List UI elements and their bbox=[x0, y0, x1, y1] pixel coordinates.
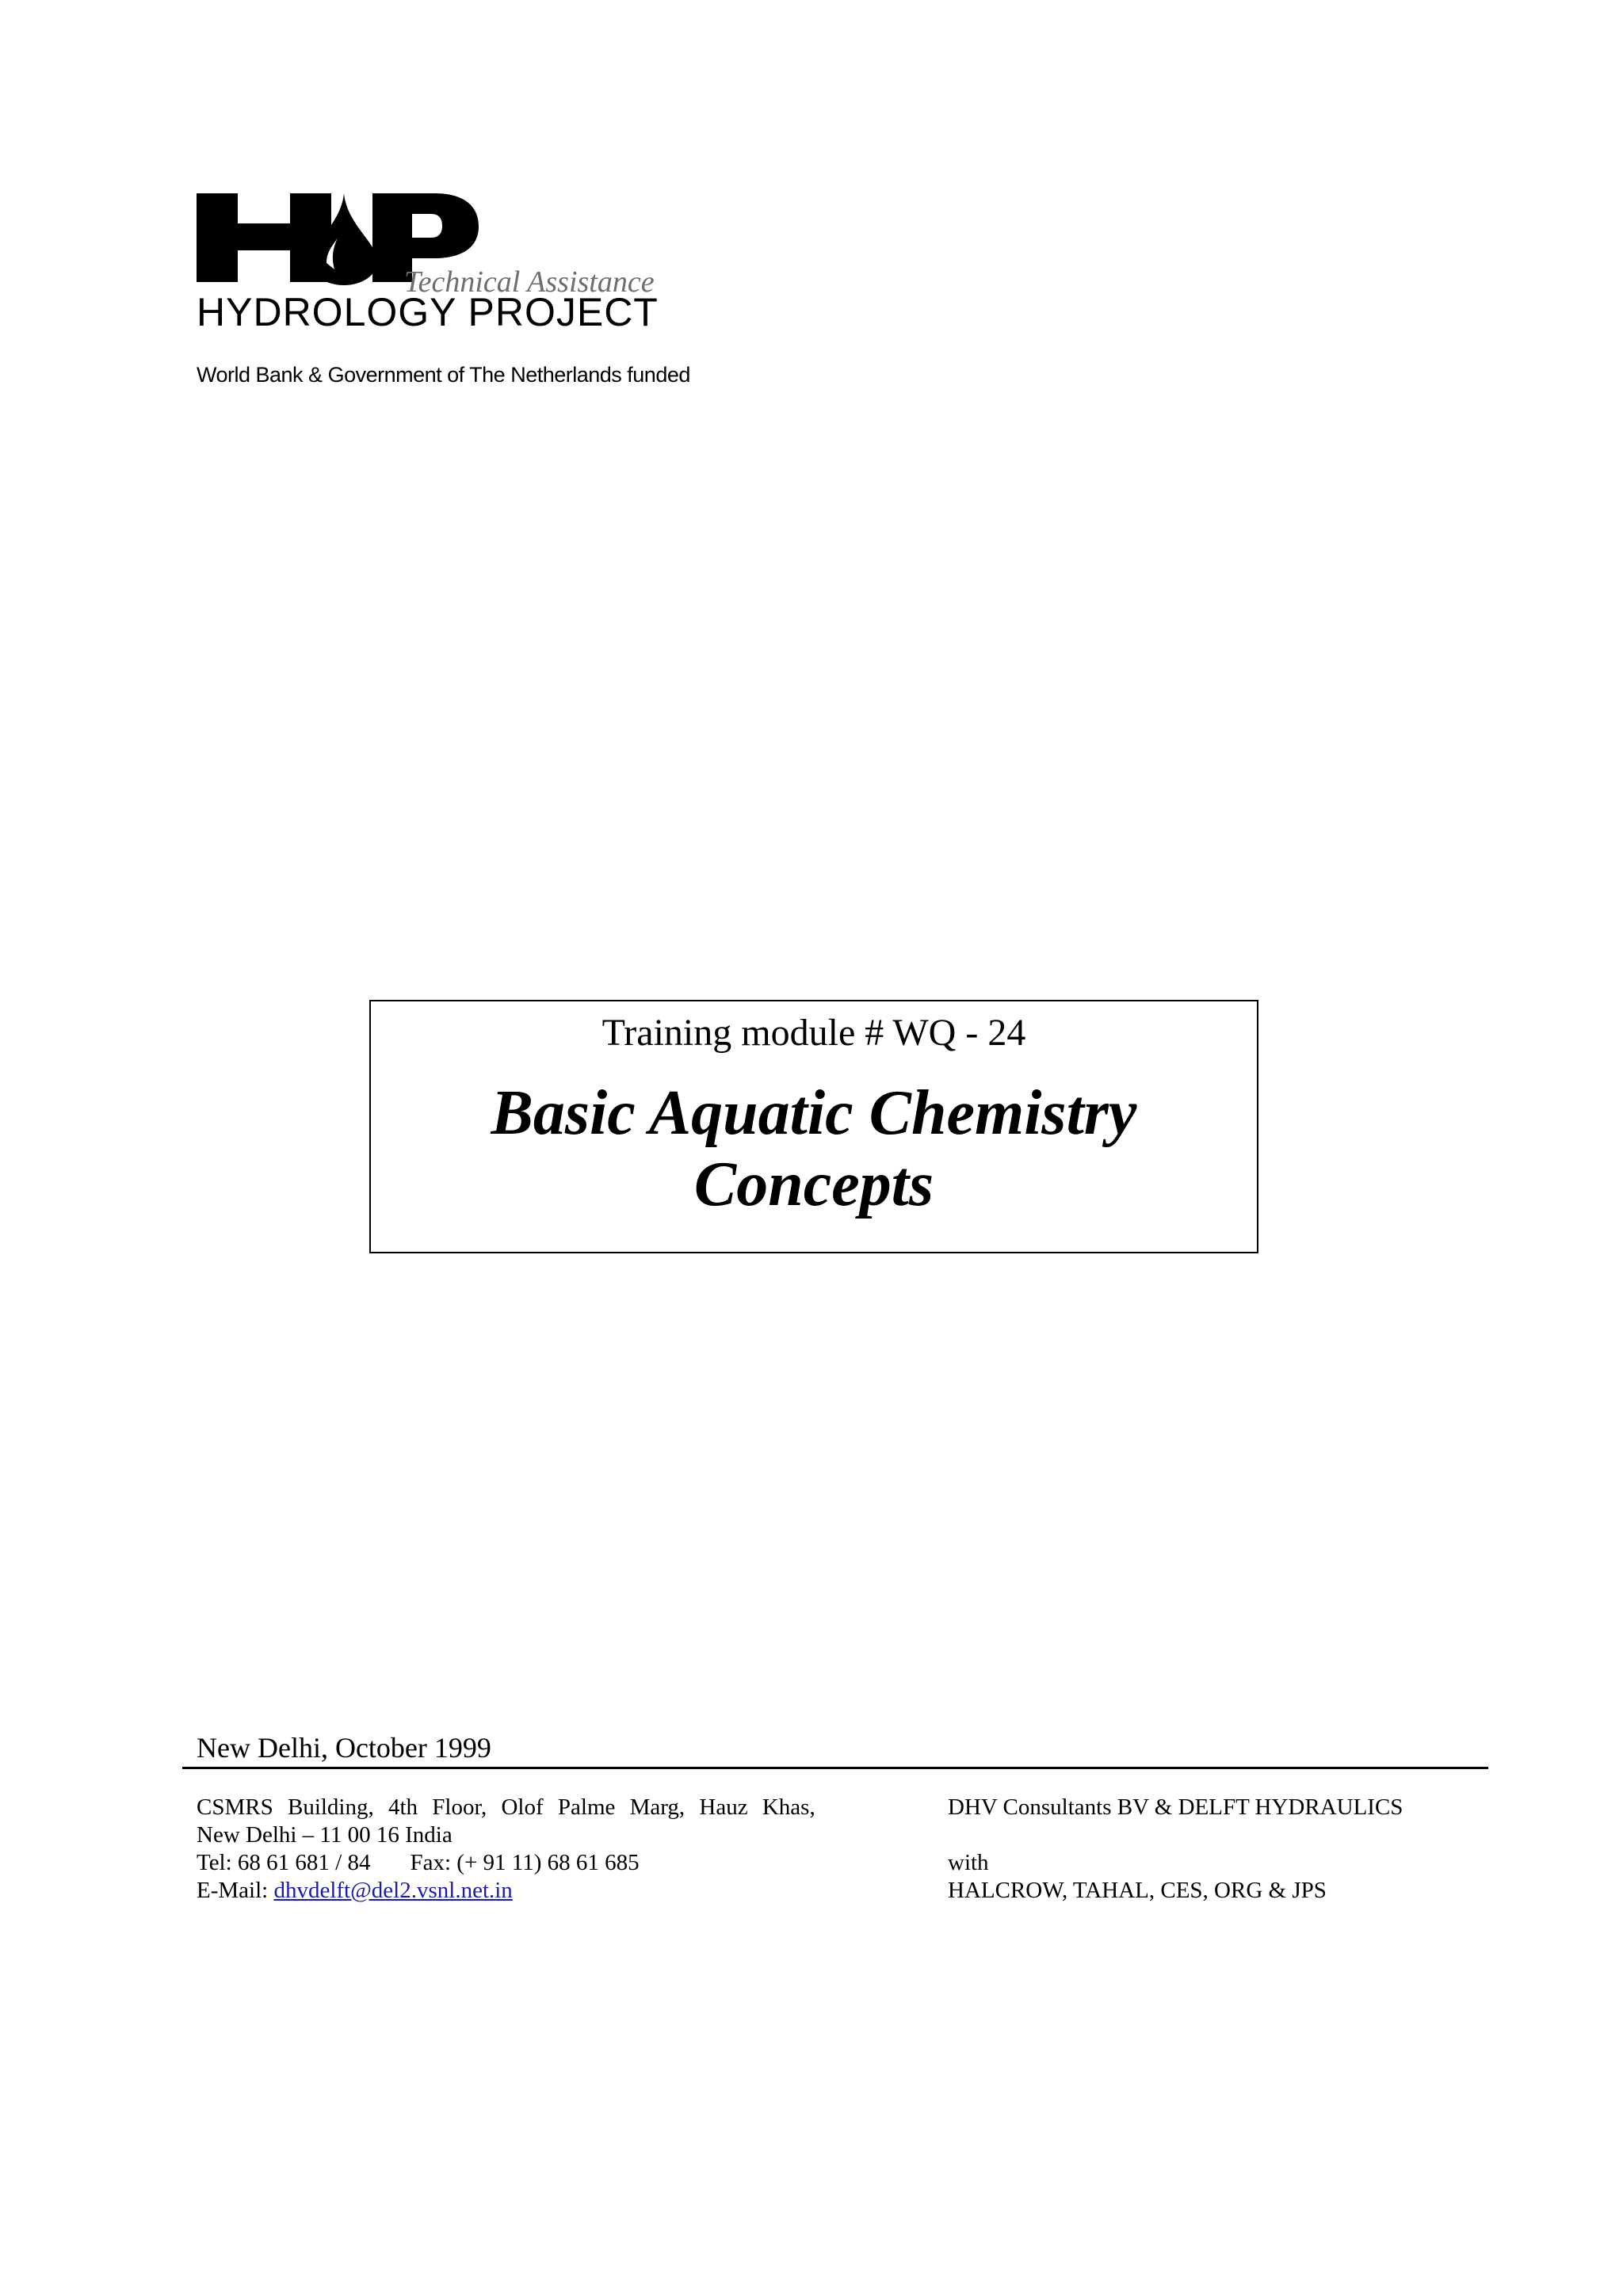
contact-phone-fax bbox=[197, 1849, 640, 1877]
project-name: HYDROLOGY PROJECT bbox=[197, 290, 659, 334]
fax: Fax: (+ 91 11) 68 61 685 bbox=[410, 1850, 640, 1875]
module-title bbox=[371, 1077, 1257, 1220]
hp-logo bbox=[197, 193, 672, 296]
module-title-line-2: Concepts bbox=[693, 1150, 934, 1219]
partner-line-3: HALCROW, TAHAL, CES, ORG & JPS bbox=[948, 1878, 1327, 1903]
funding-statement: World Bank & Government of The Netherlands funded bbox=[197, 363, 690, 387]
partner-line-2: with bbox=[948, 1850, 989, 1875]
contact-email bbox=[197, 1877, 513, 1905]
partner-line-1: DHV Consultants BV & DELFT HYDRAULICS bbox=[948, 1794, 1403, 1820]
place-date: New Delhi, October 1999 bbox=[197, 1732, 491, 1764]
hp-water-drop-logo-icon bbox=[197, 193, 672, 296]
address-line-2: New Delhi – 11 00 16 India bbox=[197, 1822, 453, 1848]
telephone: Tel: 68 61 681 / 84 bbox=[197, 1850, 371, 1875]
address-line-1: CSMRS Building, 4th Floor, Olof Palme Marg, Hauz Khas, bbox=[197, 1794, 815, 1820]
title-box bbox=[369, 1000, 1258, 1253]
email-label: E-Mail: bbox=[197, 1878, 274, 1903]
footer-divider bbox=[182, 1767, 1488, 1769]
logo-tagline: Technical Assistance bbox=[404, 265, 655, 296]
module-title-line-1: Basic Aquatic Chemistry bbox=[491, 1078, 1137, 1148]
email-link[interactable]: dhvdelft@del2.vsnl.net.in bbox=[273, 1878, 513, 1903]
module-number: Training module # WQ - 24 bbox=[601, 1012, 1026, 1054]
